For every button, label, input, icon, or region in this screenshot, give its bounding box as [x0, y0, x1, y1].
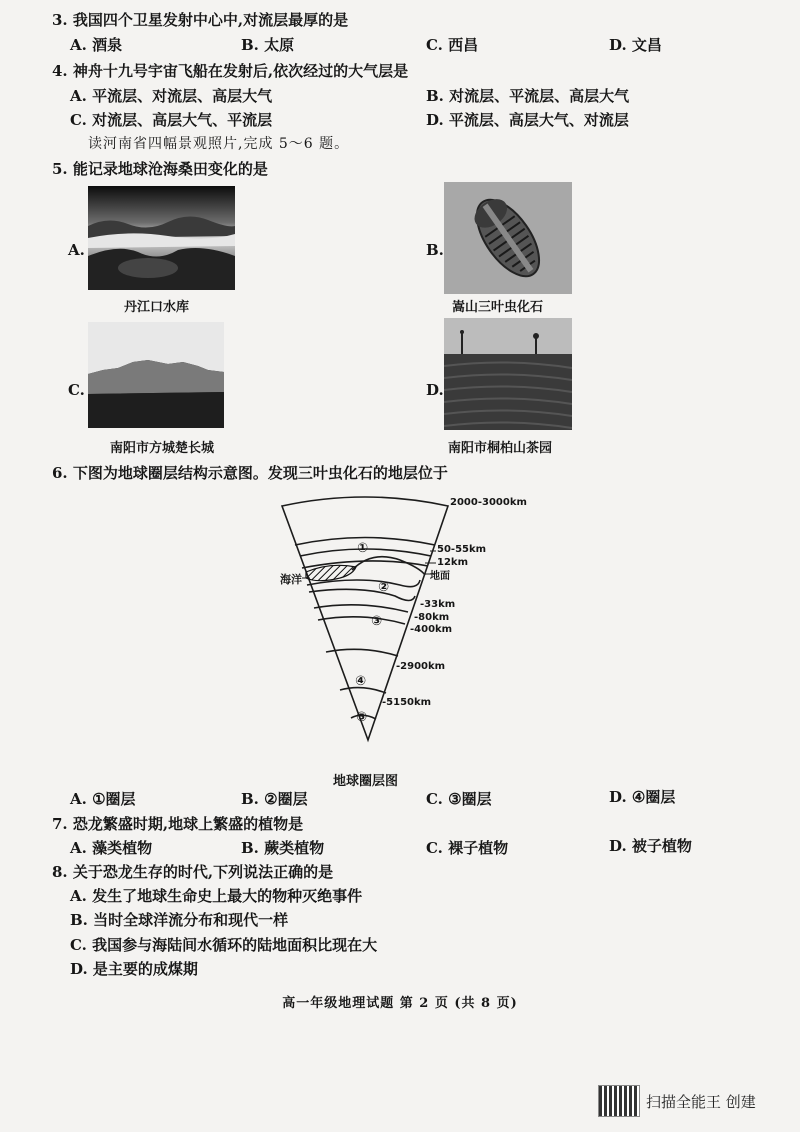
q5-caption-b: 嵩山三叶虫化石 [452, 300, 544, 315]
q7-option-b: B. 蕨类植物 [241, 839, 325, 857]
q3-option-d: D. 文昌 [609, 36, 662, 54]
q8-option-b: B. 当时全球洋流分布和现代一样 [70, 911, 289, 929]
q6-option-a: A. ①圈层 [70, 790, 136, 808]
label-33km: -33km [420, 599, 456, 610]
circle-1: ① [357, 541, 369, 556]
diagram-caption: 地球圈层图 [333, 774, 399, 789]
reservoir-photo [88, 186, 235, 290]
q4-option-d: D. 平流层、高层大气、对流层 [426, 111, 629, 129]
q4-stem: 4. 神舟十九号宇宙飞船在发射后,依次经过的大气层是 [52, 62, 409, 80]
tea-garden-photo [444, 318, 572, 430]
chu-great-wall-photo [88, 322, 224, 428]
label-ground: 地面 [430, 571, 450, 582]
label-12km: 12km [437, 557, 468, 568]
q5-caption-d: 南阳市桐柏山茶园 [448, 441, 553, 456]
circle-3: ③ [371, 614, 383, 629]
page-footer: 高一年级地理试题 第 2 页 (共 8 页) [282, 996, 518, 1011]
q5-letter-b: B. [426, 241, 444, 259]
q6-stem: 6. 下图为地球圈层结构示意图。发现三叶虫化石的地层位于 [52, 464, 448, 482]
q8-option-d: D. 是主要的成煤期 [70, 960, 198, 978]
circle-4: ④ [355, 674, 367, 689]
label-80km: -80km [414, 612, 450, 623]
reading-intro: 读河南省四幅景观照片,完成 5～6 题。 [88, 136, 350, 152]
label-50-55km: 50-55km [437, 544, 487, 555]
q3-option-b: B. 太原 [241, 36, 295, 54]
q5-letter-a: A. [68, 241, 85, 259]
q4-option-a: A. 平流层、对流层、高层大气 [70, 87, 273, 105]
q7-option-a: A. 藻类植物 [70, 839, 153, 857]
q5-caption-c: 南阳市方城楚长城 [110, 441, 215, 456]
q3-stem: 3. 我国四个卫星发射中心中,对流层最厚的是 [52, 11, 349, 29]
label-2900km: -2900km [396, 661, 446, 672]
q8-option-a: A. 发生了地球生命史上最大的物种灭绝事件 [70, 887, 363, 905]
q4-option-c: C. 对流层、高层大气、平流层 [70, 111, 273, 129]
q8-option-c: C. 我国参与海陆间水循环的陆地面积比现在大 [70, 936, 378, 954]
q3-option-c: C. 西昌 [426, 36, 479, 54]
q5-letter-c: C. [68, 381, 85, 399]
q7-option-c: C. 裸子植物 [426, 839, 509, 857]
label-400km: -400km [410, 624, 453, 635]
q5-caption-a: 丹江口水库 [124, 300, 190, 315]
trilobite-fossil-photo [444, 182, 572, 294]
watermark-text: 扫描全能王 创建 [646, 1092, 756, 1111]
q7-option-d: D. 被子植物 [609, 837, 692, 855]
q7-stem: 7. 恐龙繁盛时期,地球上繁盛的植物是 [52, 815, 304, 833]
circle-2: ② [378, 580, 390, 595]
q8-stem: 8. 关于恐龙生存的时代,下列说法正确的是 [52, 863, 334, 881]
q6-option-d: D. ④圈层 [609, 788, 676, 806]
label-top: 2000-3000km [450, 497, 527, 508]
scanner-watermark [598, 1085, 756, 1117]
q6-option-c: C. ③圈层 [426, 790, 492, 808]
q3-option-a: A. 酒泉 [70, 36, 123, 54]
q6-option-b: B. ②圈层 [241, 790, 308, 808]
q4-option-b: B. 对流层、平流层、高层大气 [426, 87, 630, 105]
qr-code-icon [598, 1085, 640, 1117]
q5-letter-d: D. [426, 381, 444, 399]
label-ocean: 海洋 [280, 573, 302, 586]
q5-stem: 5. 能记录地球沧海桑田变化的是 [52, 160, 268, 178]
circle-5: ⑤ [356, 710, 368, 725]
label-5150km: -5150km [382, 697, 432, 708]
